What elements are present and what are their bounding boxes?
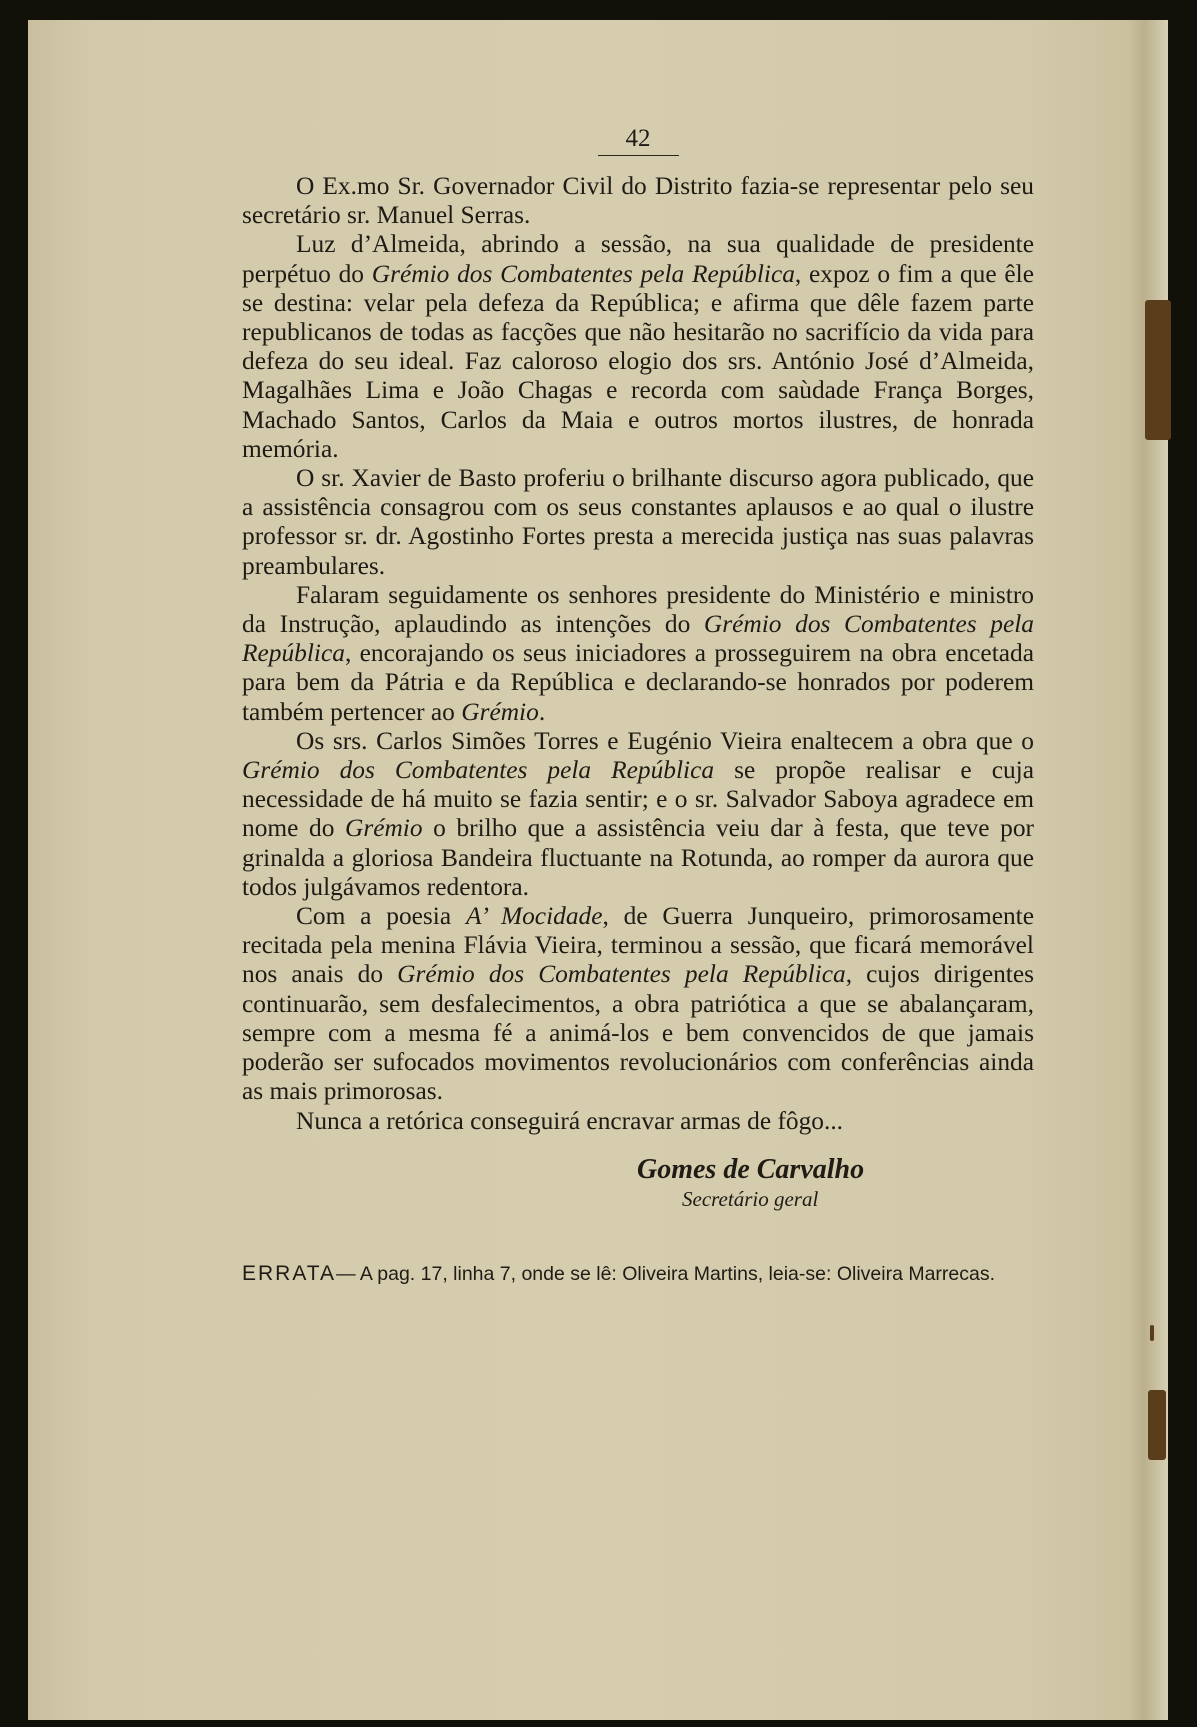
paragraph: O sr. Xavier de Basto proferiu o brilhante discurso agora publicado, que a assistência consagrou com os seus constantes aplausos e ao qual o ilustre professor sr. dr. Agostinho Fortes presta a merecida justiça nas suas palavras preambulares.: [242, 464, 1034, 580]
binding-mark: [1145, 300, 1171, 440]
page-number: [242, 125, 1034, 156]
document-body: [242, 125, 1034, 1286]
paragraph: O Ex.mo Sr. Governador Civil do Distrito fazia-se representar pelo seu secretário sr. Manuel Serras.: [242, 172, 1034, 230]
paragraph: Falaram seguidamente os senhores presidente do Ministério e ministro da Instrução, aplaudindo as intenções do Grémio dos Combatentes pela República, encorajando os seus iniciadores a prosseguirem na obra encetada para bem da Pátria e da República e declarando-se honrados por poderem também pertencer ao Grémio.: [242, 580, 1035, 726]
paragraph: Com a poesia A’ Mocidade, de Guerra Junqueiro, primorosamente recitada pela menina Flávia Vieira, terminou a sessão, que ficará memorável nos anais do Grémio dos Combatentes pela República, cujos dirigentes continuarão, sem desfalecimentos, a obra patriótica a que se abalançaram, sempre com a mesma fé a animá-los e bem convencidos de que jamais poderão ser sufocados movimentos revolucionários com conferências ainda as mais primorosas.: [242, 902, 1034, 1106]
paragraph: Os srs. Carlos Simões Torres e Eugénio Vieira enaltecem a obra que o Grémio dos Combatentes pela República se propõe realisar e cuja necessidade de há muito se fazia sentir; e o sr. Salvador Saboya agradece em nome do Grémio o brilho que a assistência veiu dar à festa, que teve por grinalda a gloriosa Bandeira fluctuante na Rotunda, ao romper da aurora que todos julgávamos redentora.: [242, 726, 1034, 901]
paragraph: Luz d’Almeida, abrindo a sessão, na sua qualidade de presidente perpétuo do Grémio dos Combatentes pela República, expoz o fim a que êle se destina: velar pela defeza da República; e afirma que dêle fazem parte republicanos de todas as facções que não hesitarão no sacrifício da vida para defeza do seu ideal. Faz caloroso elogio dos srs. António José d’Almeida, Magalhães Lima e João Chagas e recorda com saùdade França Borges, Machado Santos, Carlos da Maia e outros mortos ilustres, de honrada memória.: [242, 230, 1034, 463]
paragraph: Nunca a retórica conseguirá encravar armas de fôgo...: [296, 1106, 844, 1135]
signature-name: Gomes de Carvalho: [637, 1153, 865, 1185]
errata-text: — A pag. 17, linha 7, onde se lê: Oliveira Martins, leia-se: Oliveira Marrecas.: [336, 1262, 996, 1285]
page-number-text: 42: [598, 125, 679, 156]
binding-mark: [1150, 1325, 1154, 1341]
errata-heading: ERRATA: [242, 1261, 337, 1285]
errata-note: [242, 1262, 1034, 1286]
page-edge-shadow: [1128, 20, 1168, 1720]
signature-role: Secretário geral: [682, 1186, 819, 1211]
binding-mark: [1148, 1390, 1166, 1460]
